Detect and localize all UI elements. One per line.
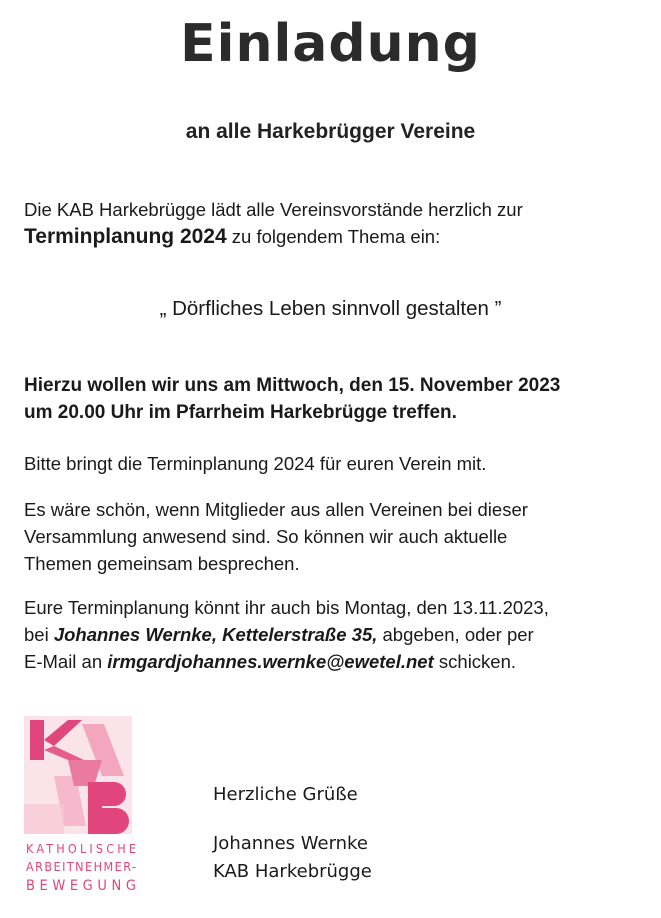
- submission-pre-3: E-Mail an: [24, 651, 108, 672]
- intro-line-2-rest: zu folgendem Thema ein:: [226, 226, 441, 247]
- contact-email: irmgardjohannes.wernke@ewetel.net: [107, 651, 434, 672]
- attendance-paragraph: [24, 496, 654, 577]
- contact-name-address: Johannes Wernke, Kettelerstraße 35,: [53, 624, 378, 645]
- kab-logo: [24, 716, 142, 894]
- attendance-line-2: Versammlung anwesend sind. So können wir auch aktuelle: [24, 526, 508, 547]
- motto: „ Dörfliches Leben sinnvoll gestalten ”: [159, 297, 502, 320]
- bring-paragraph: Bitte bringt die Terminplanung 2024 für euren Verein mit.: [24, 453, 487, 474]
- submission-pre-2: bei: [24, 624, 54, 645]
- meeting-paragraph: [24, 372, 654, 426]
- document-subtitle: an alle Harkebrügger Vereine: [185, 120, 476, 143]
- attendance-line-3: Themen gemeinsam besprechen.: [24, 553, 300, 574]
- intro-bold-topic: Terminplanung 2024: [24, 225, 227, 248]
- intro-line-1: Die KAB Harkebrügge lädt alle Vereinsvorstände herzlich zur: [24, 199, 523, 220]
- intro-paragraph: [24, 196, 654, 250]
- submission-line-1: Eure Terminplanung könnt ihr auch bis Montag, den 13.11.2023,: [24, 597, 549, 618]
- submission-post-3: schicken.: [433, 651, 517, 672]
- logo-text-line-2: ARBEITNEHMER-: [26, 859, 136, 874]
- closing-greeting: Herzliche Grüße: [213, 784, 358, 805]
- meeting-line-2: um 20.00 Uhr im Pfarrheim Harkebrügge treffen.: [24, 402, 457, 423]
- logo-text-line-1: KATHOLISCHE: [26, 841, 136, 856]
- meeting-line-1: Hierzu wollen wir uns am Mittwoch, den 15. November 2023: [24, 375, 561, 396]
- document-title: Einladung: [180, 14, 481, 74]
- closing-organization: KAB Harkebrügge: [213, 861, 372, 882]
- submission-paragraph: [24, 594, 654, 675]
- closing-name: Johannes Wernke: [213, 833, 368, 854]
- attendance-line-1: Es wäre schön, wenn Mitglieder aus allen Vereinen bei dieser: [24, 499, 528, 520]
- submission-post-2: abgeben, oder per: [377, 624, 534, 645]
- logo-text-line-3: BEWEGUNG: [26, 878, 136, 894]
